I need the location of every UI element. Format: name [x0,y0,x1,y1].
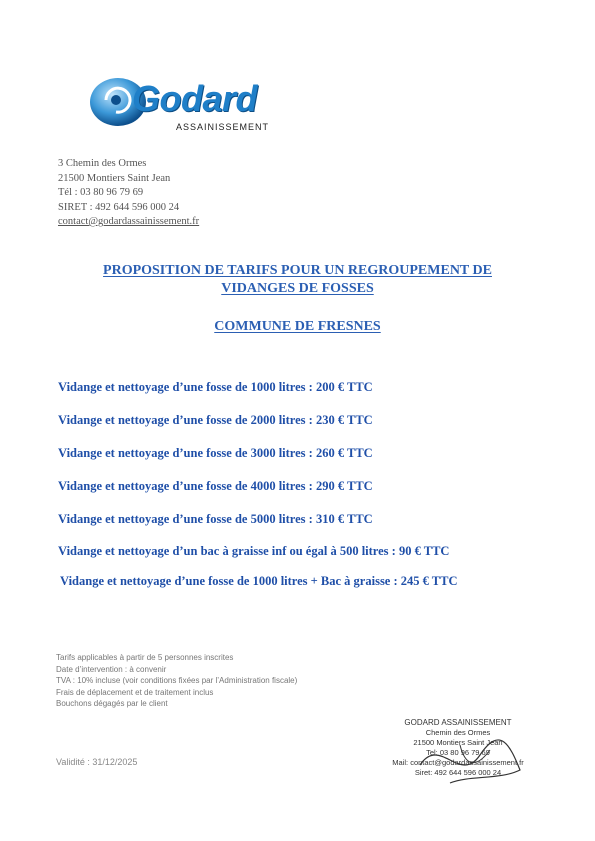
note-line: Date d’intervention : à convenir [56,664,167,674]
price-line: Vidange et nettoyage d’un bac à graisse inf ou égal à 500 litres : 90 € TTC [58,544,450,558]
price-line: Vidange et nettoyage d’une fosse de 2000 litres : 230 € TTC [58,413,373,427]
stamp-line: 21500 Montiers Saint Jean [413,738,503,747]
address-line: 21500 Montiers Saint Jean [58,172,171,184]
stamp-line: Tel: 03 80 96 79 69 [426,748,490,757]
address-email: contact@godardassainissement.fr [58,216,200,227]
terms-notes [56,652,297,710]
stamp-line: Siret: 492 644 596 000 24 [414,768,502,777]
price-line: Vidange et nettoyage d’une fosse de 1000 litres : 200 € TTC [58,380,373,394]
stamp-line: GODARD ASSAINISSEMENT [404,718,512,727]
price-line: Vidange et nettoyage d’une fosse de 3000 litres : 260 € TTC [58,446,373,460]
company-stamp [378,718,538,778]
logo-subtitle: ASSAINISSEMENT [176,122,270,132]
note-line: TVA : 10% incluse (voir conditions fixées par l’Administration fiscale) [56,676,298,685]
validity-date: Validité : 31/12/2025 [56,757,138,767]
note-line: Frais de déplacement et de traitement inclus [56,687,214,697]
note-line: Bouchons dégagés par le client [56,699,168,708]
company-address [58,157,199,230]
logo-name: Godard [132,78,258,119]
address-line: 3 Chemin des Ormes [58,158,147,169]
commune-title: COMMUNE DE FRESNES [214,319,381,334]
price-line: Vidange et nettoyage d’une fosse de 1000 litres + Bac à graisse : 245 € TTC [60,574,458,588]
company-logo [88,70,308,140]
stamp-line: Mail: contact@godardassainissement.fr [392,758,524,767]
document-title-line1: PROPOSITION DE TARIFS POUR UN REGROUPEMENT DE [103,263,492,278]
price-line: Vidange et nettoyage d’une fosse de 5000 litres : 310 € TTC [58,512,373,526]
document-title [40,262,555,298]
address-siret: SIRET : 492 644 596 000 24 [58,201,180,213]
note-line: Tarifs applicables à partir de 5 personnes inscrites [56,653,234,662]
price-line: Vidange et nettoyage d’une fosse de 4000 litres : 290 € TTC [58,479,373,493]
address-phone: Tél : 03 80 96 79 69 [58,187,144,198]
document-title-line2: VIDANGES DE FOSSES [221,281,374,296]
stamp-line: Chemin des Ormes [425,728,491,737]
